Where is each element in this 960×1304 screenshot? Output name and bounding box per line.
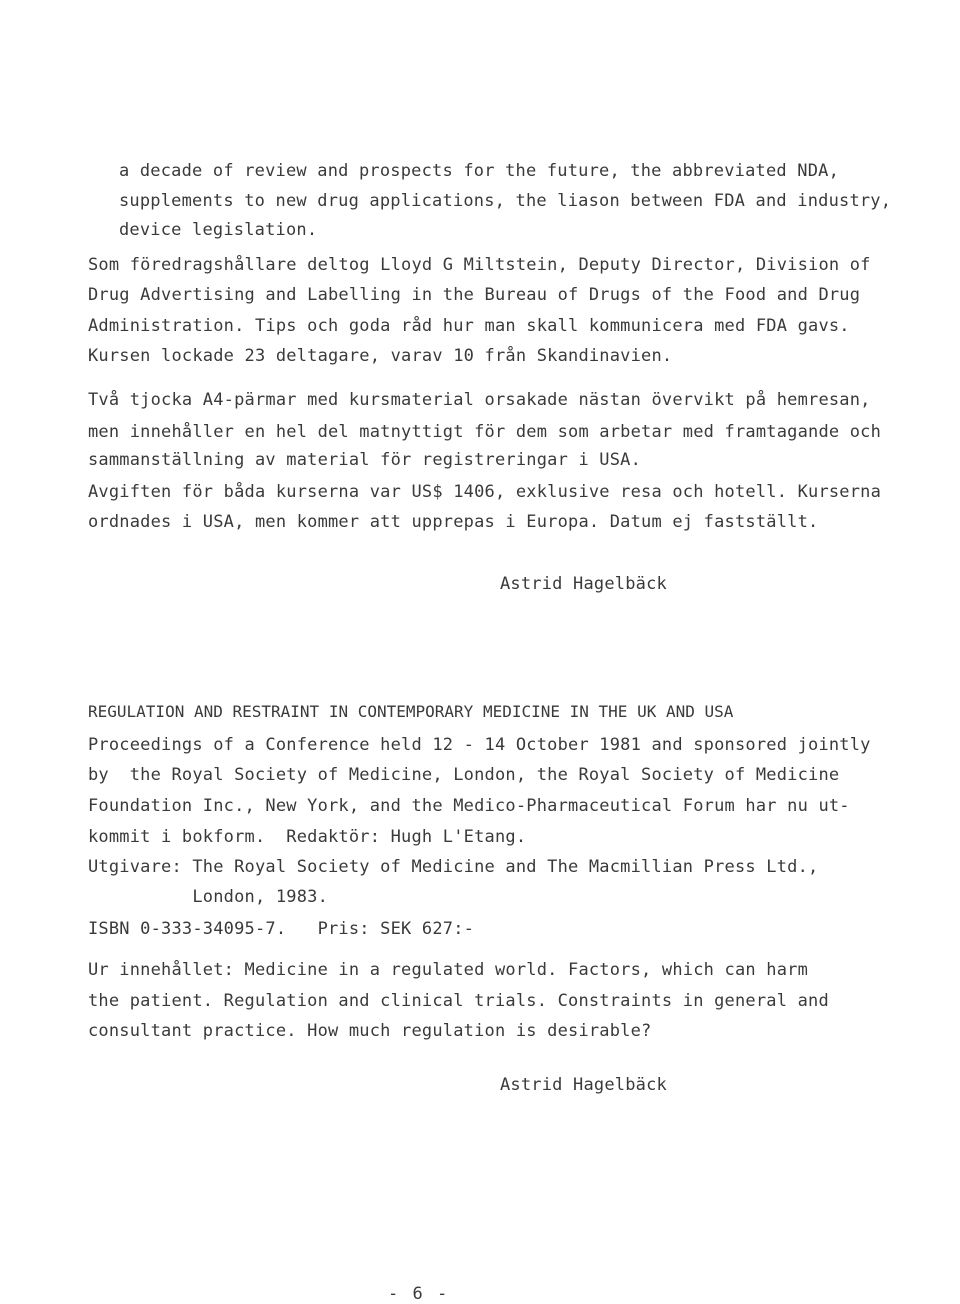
review1-line-7: Kursen lockade 23 deltagare, varav 10 från Skandinavien. [88, 346, 673, 366]
review1-line-8: Två tjocka A4-pärmar med kursmaterial orsakade nästan övervikt på hemresan, [88, 390, 871, 410]
review1-line-9: men innehåller en hel del matnyttigt för dem som arbetar med framtagande och [88, 422, 882, 442]
review1-line-3: device legislation. [119, 220, 318, 240]
review2-line-9: the patient. Regulation and clinical trials. Constraints in general and [88, 991, 829, 1011]
review1-line-2: supplements to new drug applications, the liason between FDA and industry, [119, 191, 892, 211]
review2-line-1: Proceedings of a Conference held 12 - 14 October 1981 and sponsored jointly [88, 735, 871, 755]
page-number: - 6 - [388, 1284, 450, 1304]
review1-line-11: Avgiften för båda kurserna var US$ 1406, exklusive resa och hotell. Kurserna [88, 482, 882, 502]
review2-line-7: ISBN 0-333-34095-7. Pris: SEK 627:- [88, 919, 475, 939]
review1-line-10: sammanställning av material för registreringar i USA. [88, 450, 642, 470]
review2-heading: REGULATION AND RESTRAINT IN CONTEMPORARY MEDICINE IN THE UK AND USA [88, 702, 734, 721]
review2-line-8: Ur innehållet: Medicine in a regulated world. Factors, which can harm [88, 960, 809, 980]
review2-line-10: consultant practice. How much regulation is desirable? [88, 1021, 652, 1041]
review1-line-12: ordnades i USA, men kommer att upprepas i Europa. Datum ej fastställt. [88, 512, 819, 532]
review2-line-2: by the Royal Society of Medicine, London, the Royal Society of Medicine [88, 765, 840, 785]
review2-line-6: London, 1983. [88, 887, 329, 907]
review1-line-6: Administration. Tips och goda råd hur man skall kommunicera med FDA gavs. [88, 316, 850, 336]
review2-line-5: Utgivare: The Royal Society of Medicine and The Macmillian Press Ltd., [88, 857, 819, 877]
review1-line-5: Drug Advertising and Labelling in the Bureau of Drugs of the Food and Drug [88, 285, 861, 305]
review1-signature: Astrid Hagelbäck [500, 574, 667, 594]
review1-line-4: Som föredragshållare deltog Lloyd G Miltstein, Deputy Director, Division of [88, 255, 871, 275]
review2-signature: Astrid Hagelbäck [500, 1075, 667, 1095]
review2-line-3: Foundation Inc., New York, and the Medico-Pharmaceutical Forum har nu ut- [88, 796, 850, 816]
review1-line-1: a decade of review and prospects for the future, the abbreviated NDA, [119, 161, 840, 181]
review2-line-4: kommit i bokform. Redaktör: Hugh L'Etang. [88, 827, 527, 847]
